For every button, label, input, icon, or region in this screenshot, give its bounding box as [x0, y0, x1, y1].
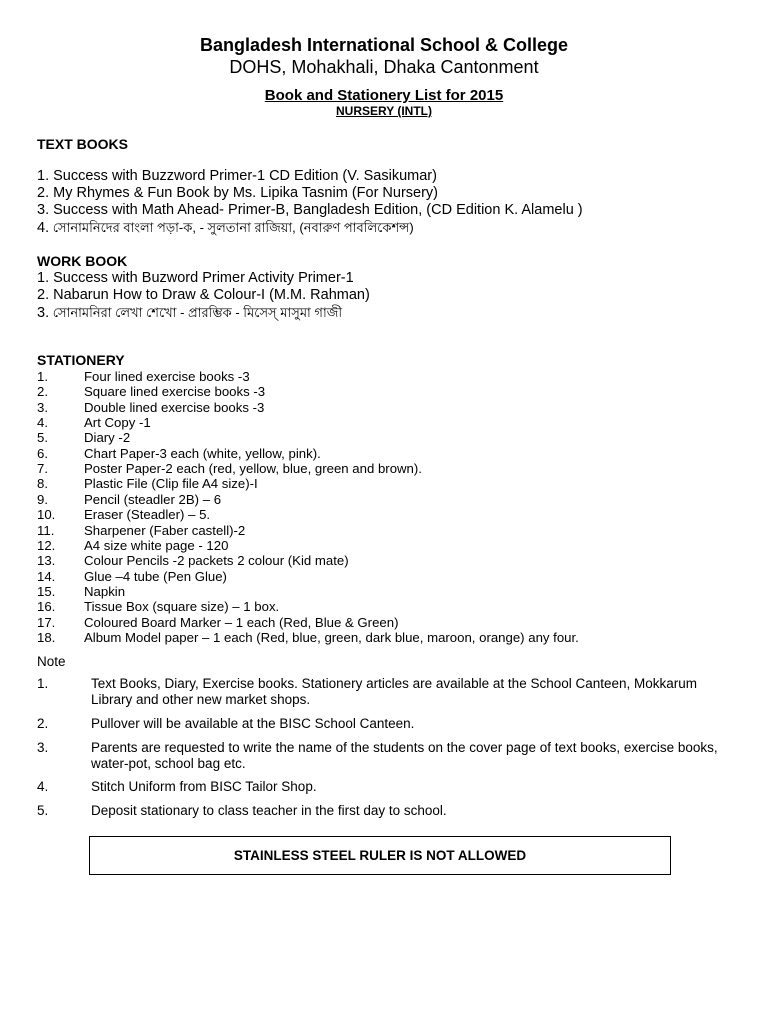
item-text: Poster Paper-2 each (red, yellow, blue, green and brown). — [84, 461, 422, 477]
item-text: Chart Paper-3 each (white, yellow, pink). — [84, 445, 321, 461]
school-name: Bangladesh International School & College — [199, 35, 569, 55]
stationery-item — [37, 461, 737, 476]
item-text: Four lined exercise books -3 — [84, 369, 250, 384]
work-book-item — [37, 287, 737, 303]
item-number: 16. — [37, 599, 56, 615]
stationery-item — [37, 492, 737, 507]
item-text: Art Copy -1 — [84, 415, 151, 431]
item-text: Success with Buzzword Primer-1 CD Edition (V. Sasikumar) — [53, 168, 437, 184]
stationery-item — [37, 584, 737, 599]
stationery-item — [37, 630, 737, 645]
school-address: DOHS, Mohakhali, Dhaka Cantonment — [229, 57, 539, 77]
stationery-item — [37, 538, 737, 553]
stationery-item — [37, 415, 737, 430]
item-number: 3. — [37, 305, 50, 321]
item-number: 1. — [37, 168, 50, 184]
note-item — [37, 779, 737, 797]
item-number: 4. — [37, 415, 48, 431]
item-text: Colour Pencils -2 packets 2 colour (Kid mate) — [84, 553, 349, 569]
item-text: Plastic File (Clip file A4 size)-I — [84, 476, 258, 492]
note-text: Pullover will be available at the BISC School Canteen. — [91, 716, 415, 731]
text-book-item — [37, 219, 737, 240]
item-text: Diary -2 — [84, 430, 131, 446]
item-number: 11. — [37, 522, 55, 538]
item-text: My Rhymes & Fun Book by Ms. Lipika Tasnim (For Nursery) — [53, 185, 439, 201]
item-text: Napkin — [84, 583, 126, 599]
note-text: Parents are requested to write the name of the students on the cover page of text books, exercise books, water-pot, school bag etc. — [91, 740, 718, 771]
list-title: Book and Stationery List for 2015 — [264, 87, 504, 104]
stationery-item — [37, 615, 737, 630]
stationery-item — [37, 523, 737, 538]
stationery-item — [37, 446, 737, 461]
item-number: 2. — [37, 384, 48, 400]
item-number: 9. — [37, 491, 48, 507]
item-number: 6. — [37, 445, 48, 461]
item-number: 18. — [37, 629, 56, 645]
item-number: 10. — [37, 507, 56, 523]
item-text: Album Model paper – 1 each (Red, blue, green, dark blue, maroon, orange) any four. — [84, 629, 579, 645]
text-book-item — [37, 168, 737, 184]
stationery-item — [37, 384, 737, 399]
item-number: 1. — [37, 270, 50, 286]
stationery-item — [37, 369, 737, 384]
item-text: Double lined exercise books -3 — [84, 399, 265, 415]
work-book-item — [37, 304, 737, 325]
item-text: Coloured Board Marker – 1 each (Red, Blue & Green) — [84, 614, 399, 630]
class-name: NURSERY (INTL) — [336, 104, 432, 118]
text-book-item — [37, 185, 737, 201]
note-item — [37, 676, 737, 710]
note-label: Note — [37, 654, 66, 669]
item-number: 2. — [37, 185, 50, 201]
item-text: A4 size white page - 120 — [84, 537, 229, 553]
stationery-item — [37, 599, 737, 614]
item-number: 3. — [37, 399, 48, 415]
text-books-heading: TEXT BOOKS — [37, 136, 129, 152]
note-text: Text Books, Diary, Exercise books. Stationery articles are available at the School Canteen, Mokkarum Library and other new market shops. — [91, 676, 698, 707]
item-text: Square lined exercise books -3 — [84, 384, 266, 400]
stationery-item — [37, 553, 737, 568]
item-number: 8. — [37, 476, 48, 492]
item-text: Glue –4 tube (Pen Glue) — [84, 568, 227, 584]
item-text: Nabarun How to Draw & Colour-I (M.M. Rahman) — [53, 287, 370, 303]
warning-box: STAINLESS STEEL RULER IS NOT ALLOWED — [89, 836, 671, 875]
item-number: 14. — [37, 568, 56, 584]
note-number: 4. — [37, 779, 49, 794]
note-item — [37, 740, 737, 774]
stationery-item — [37, 400, 737, 415]
note-text: Stitch Uniform from BISC Tailor Shop. — [91, 779, 317, 794]
item-text: Success with Buzword Primer Activity Primer-1 — [53, 270, 354, 286]
item-number: 15. — [37, 583, 56, 599]
item-text: Success with Math Ahead- Primer-B, Bangladesh Edition, (CD Edition K. Alamelu ) — [53, 202, 583, 218]
text-book-item — [37, 202, 737, 218]
item-text: Pencil (steadler 2B) – 6 — [84, 491, 222, 507]
note-item — [37, 716, 737, 734]
item-text: সোনামনিরা লেখা শেখো - প্রারম্ভিক - মিসেস্ মাসুমা গাজী — [52, 305, 343, 320]
item-text: Tissue Box (square size) – 1 box. — [84, 599, 280, 615]
work-book-item — [37, 270, 737, 286]
item-number: 13. — [37, 553, 56, 569]
work-book-heading: WORK BOOK — [37, 253, 128, 269]
stationery-item — [37, 430, 737, 445]
item-number: 1. — [37, 369, 48, 384]
note-item — [37, 803, 737, 821]
note-text: Deposit stationary to class teacher in the first day to school. — [91, 803, 447, 818]
item-number: 4. — [37, 220, 50, 236]
stationery-item — [37, 507, 737, 522]
item-number: 12. — [37, 537, 56, 553]
item-number: 2. — [37, 287, 50, 303]
note-number: 2. — [37, 716, 49, 731]
note-number: 5. — [37, 803, 49, 818]
item-number: 17. — [37, 614, 56, 630]
item-text: সোনামনিদের বাংলা পড়া-ক, - সুলতানা রাজিয়া, (নবারুণ পাবলিকেশন্স) — [52, 220, 414, 235]
item-text: Eraser (Steadler) – 5. — [84, 507, 211, 523]
item-number: 7. — [37, 461, 48, 477]
item-number: 5. — [37, 430, 48, 446]
stationery-heading: STATIONERY — [37, 352, 125, 368]
item-text: Sharpener (Faber castell)-2 — [84, 522, 246, 538]
note-number: 3. — [37, 740, 49, 755]
note-number: 1. — [37, 676, 49, 691]
stationery-item — [37, 569, 737, 584]
stationery-item — [37, 476, 737, 491]
item-number: 3. — [37, 202, 50, 218]
